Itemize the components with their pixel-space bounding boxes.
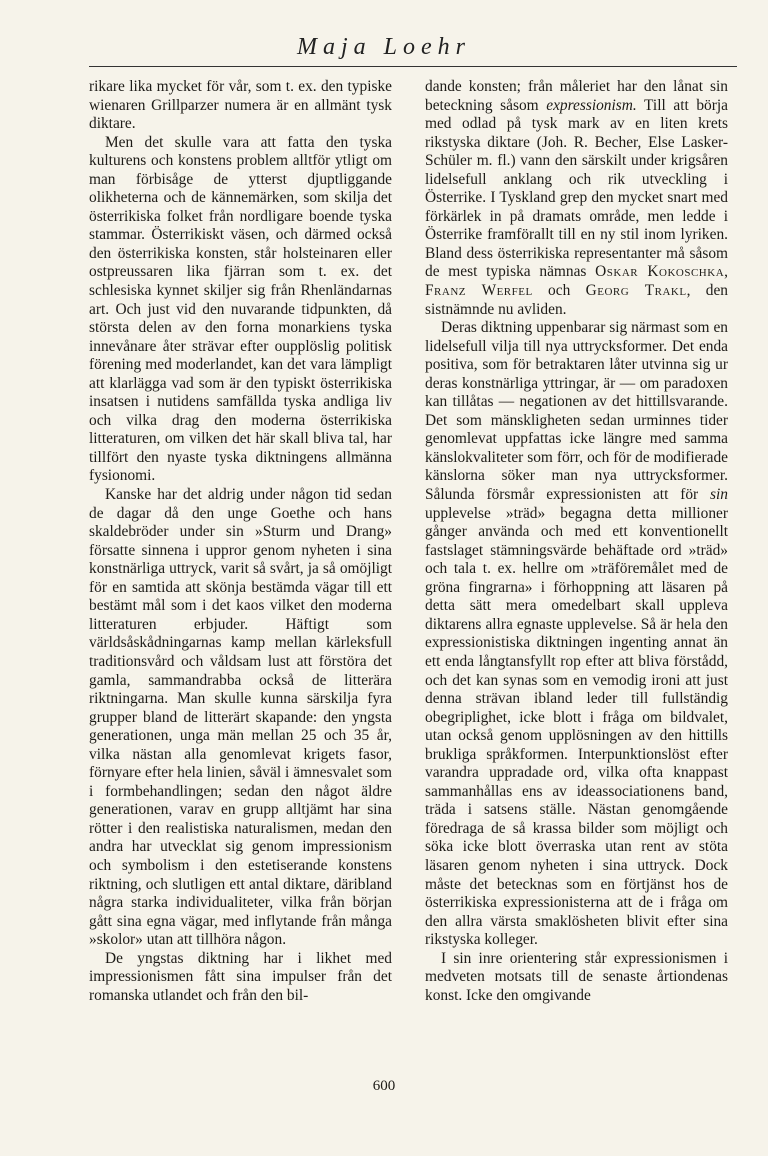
paragraph: Men det skulle vara att fatta den tyska kulturens och konstens problem alltför ytligt om man förbisåge de ytterst djuptliggande olikheterna och de kännemärken, som skilja det österrikiska folket från nordligare boende tyska stammar. Österrikiskt väsen, och därmed också den österrikiska konsten, står holsteinaren eller ostpreussaren lika fjärran som t. ex. det schlesiska kynnet skiljer sig från Rhenländarnas art. Och just vid den nuvarande tidpunkten, då största delen av den forna monarkiens tyska innevånare åter strävar efter oupplöslig politisk förening med moderlandet, kan det vara lämpligt att klarlägga vad som är den typiskt österrikiska insatsen i nutidens samfällda tyska andliga liv och vilka drag den moderna österrikiska litteraturen, om vilken det här skall bliva tal, har tillfört den nyaste tyska diktningens allmänna fysionomi. — [89, 133, 392, 485]
paragraph — [425, 319, 728, 950]
right-column — [425, 78, 728, 1005]
header-rule — [89, 66, 737, 67]
author-name-werfel: Franz Werfel — [425, 282, 533, 300]
paragraph-continued — [425, 78, 728, 319]
emphasis-expressionism: expressionism. — [546, 96, 637, 114]
text-run: Deras diktning uppenbarar sig närmast som en lidelsefull vilja till nya uttrycksformer. Det enda positiva, som för betraktaren låter utvinna sig ur deras konstnärliga yttringar, är — om paradoxen kan tillåtas — negationen av det hittillsvarande. Det som mänskligheten sedan urminnes tider genomlevat uppfattas icke längre med samma känslokvaliteter som förr, och för de modifierade känslorna söker man nya uttrycksformer. Sålunda försmår expressionisten att för — [425, 319, 728, 504]
author-name-trakl: Georg Trakl — [585, 282, 687, 300]
author-name-kokoschka: Oskar Kokoschka — [595, 263, 725, 281]
page-number: 600 — [372, 1078, 396, 1094]
paragraph: Kanske har det aldrig under någon tid sedan de dagar då den unge Goethe och hans skaldebröder under sin »Sturm und Drang» försatte sinnena i uppror genom nyheten i sina konstnärliga uttryck, varit så svårt, ja så omöjligt för en samtida att skönja bestämda vägar till ett bestämt mål som i det kaos vilket den moderna litteraturen erbjuder. Häftigt som världsåskådningarnas kamp mellan kärleksfull traditionsvård och våldsam lust att förstöra det gamla, sammandrabba också de litterära riktningarna. Man skulle kunna särskilja fyra grupper bland de litterärt skapande: den yngsta generationen, unga män mellan 25 och 35 år, vilka nästan alla genomlevat krigets fasor, förnyare efter hela linien, såväl i ämnesvalet som i formbehandlingen; sedan den något äldre generationen, varav en grupp alltjämt har sina rötter i den realistiska naturalismen, medan den andra har utvecklat sig genom impressionism och symbolism i den estetiserande konstens riktning, och slutligen ett antal diktare, däribland några starka individualiteter, vilka från början gått sina egna vägar, med inflytande från många »skolor» utan att tillhöra någon. — [89, 486, 392, 949]
text-run: Till att börja med odlad på tysk mark av en liten krets rikstyska diktare (Joh. R. Becher, Else Lasker-Schüler m. fl.) vann den särskilt under krigsåren lidelsefull anklang och rik utveckling i Österrike. I Tyskland grep den mycket snart med förkärlek in på dramats område, men ledde i Österrike framförallt till en ny stil inom lyriken. Bland dess österrikiska representanter må såsom de mest typiska nämnas — [425, 96, 728, 281]
paragraph — [425, 950, 728, 1006]
emphasis-sin: sin — [710, 486, 728, 504]
text-run: , — [724, 263, 728, 281]
text-run: I sin inre orientering står expressionismen i medveten motsats till de senaste årtiondenas konst. Icke den omgivande — [425, 949, 728, 1004]
text-run: dande konsten; från måleriet har den lånat sin beteckning såsom — [425, 78, 728, 114]
paragraph: De yngstas diktning har i likhet med impressionismen fått sina impulser från det romanska utlandet och från den bil- — [89, 949, 392, 1004]
left-column — [89, 78, 392, 1005]
running-head-author: Maja Loehr — [297, 34, 471, 60]
paragraph-continued: rikare lika mycket för vår, som t. ex. den typiske wienaren Grillparzer numera är en allmänt tysk diktare. — [89, 78, 392, 133]
text-run: upplevelse »träd» begagna detta millioner gånger använda och med ett konventionellt fastslaget stämningsvärde behäftade ord »träd» och tala t. ex. hellre om »träföremålet med de gröna fingrarna» i förhoppning att läsaren på detta sätt mera omedelbart skall uppleva diktarens allra egnaste upplevelse. Så är hela den expressionistiska diktningen ingenting annat än ett enda långtansfyllt rop efter att bliva förstådd, och det kan synas som en vemodig ironi att just denna strävan ibland leder till fullständig obegriplighet, icke blott i fråga om bildvalet, utan också genom upplösningen av den hittills brukliga språkformen. Interpunktionslöst efter varandra uppradade ord, vilka ofta knappast sammanhållas ens av ideassociationens band, träda i satsens ställe. Nästan genomgående föredraga de så krassa bilder som möjligt och söka icke blott överraska utan rent av stöta läsaren genom nyheten i sina uttryck. Dock måste det betecknas som en förtjänst hos de österrikiska expressionisterna att de i fråga om den allra värsta smaklösheten blivit efter sina rikstyska kolleger. — [425, 504, 728, 949]
text-run: och — [532, 282, 586, 300]
text-run: , den sistnämnde nu avliden. — [425, 282, 728, 318]
